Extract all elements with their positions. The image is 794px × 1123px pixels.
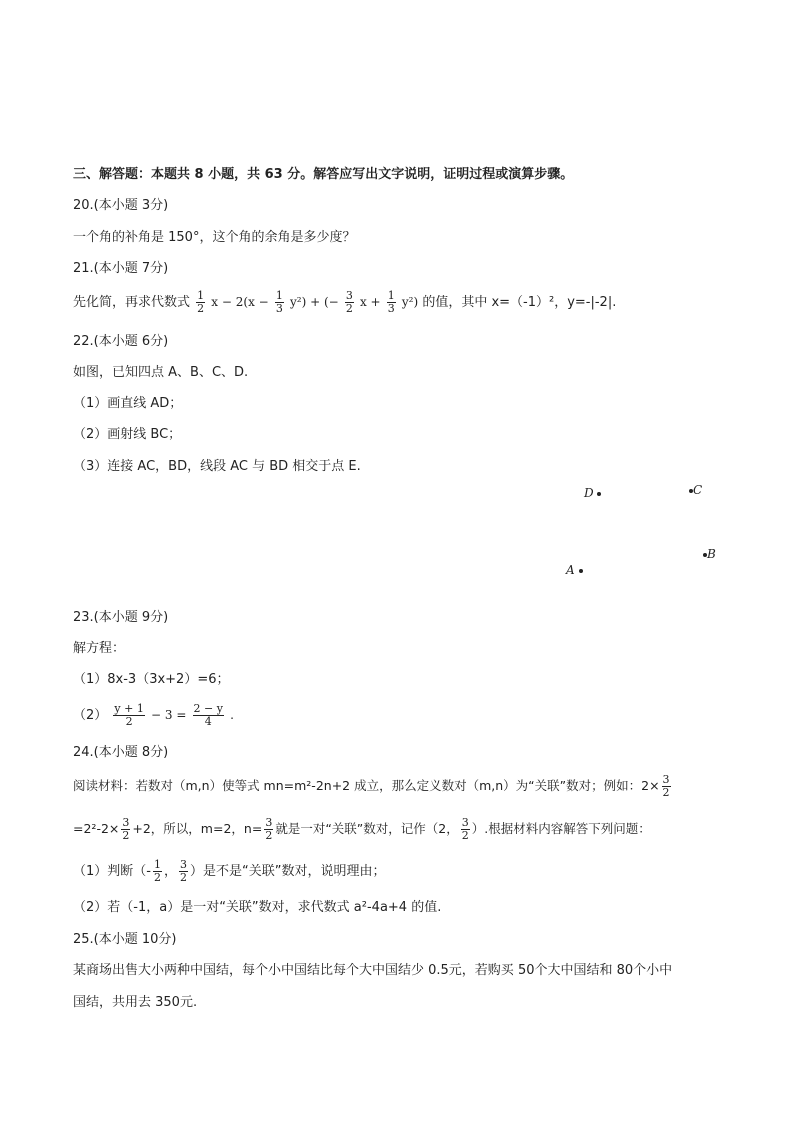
q21-expr4: y²) xyxy=(401,295,419,309)
point-c: C xyxy=(689,483,702,497)
q21-frac-a: $\frac{1}{2}$ xyxy=(197,289,205,315)
q23-eq2 xyxy=(73,699,234,732)
q21-frac-d: $\frac{1}{3}$ xyxy=(387,289,395,315)
q22-intro: 如图，已知四点 A、B、C、D. xyxy=(73,365,249,380)
q21-lead: 先化简，再求代数式 xyxy=(73,295,191,310)
q24-item1-b: ， xyxy=(163,864,177,879)
q24-line2 xyxy=(73,813,651,845)
q23-eq2-end: . xyxy=(230,708,234,722)
q24-item1-c: ）是不是“关联”数对，说明理由； xyxy=(189,864,386,879)
q22-item-2: （2）画射线 BC； xyxy=(73,427,182,442)
q25-header: 25.(本小题 10分) xyxy=(73,932,177,947)
point-b: B xyxy=(703,547,716,561)
q24-frac-12: $\frac{1}{2}$ xyxy=(153,858,161,884)
q24-frac-32-a: $\frac{3}{2}$ xyxy=(662,773,670,799)
q23-eq2-label: （2） xyxy=(73,708,108,723)
q21-frac-b: $\frac{1}{3}$ xyxy=(275,289,283,315)
point-a: A xyxy=(566,563,583,577)
q23-header: 23.(本小题 9分) xyxy=(73,610,169,625)
q22-item-1: （1）画直线 AD； xyxy=(73,396,183,411)
q20-header: 20.(本小题 3分) xyxy=(73,198,169,213)
q20-text: 一个角的补角是 150°，这个角的余角是多少度？ xyxy=(73,230,356,245)
q24-header: 24.(本小题 8分) xyxy=(73,745,169,760)
q24-line2-a: =2²-2× xyxy=(73,821,120,836)
q24-line2-c: 就是一对“关联”数对，记作（2， xyxy=(275,821,459,836)
point-d: D xyxy=(584,486,601,500)
q21-expr3: x + xyxy=(359,295,381,309)
q22-header: 22.(本小题 6分) xyxy=(73,334,169,349)
q24-line2-d: ）.根据材料内容解答下列问题： xyxy=(471,821,651,836)
q25-line2: 国结，共用去 350元. xyxy=(73,995,198,1010)
q23-eq2-frac-left: $\frac{y + 1}{2}$ xyxy=(114,702,144,728)
q21-expr1: x − 2(x − xyxy=(211,295,269,309)
q24-item2: （2）若（-1，a）是一对“关联”数对，求代数式 a²-4a+4 的值. xyxy=(73,900,442,915)
q24-frac-32-c: $\frac{3}{2}$ xyxy=(265,816,273,842)
q23-eq1: （1）8x-3（3x+2）=6； xyxy=(73,672,230,687)
q21-question xyxy=(73,287,616,318)
q23-intro: 解方程： xyxy=(73,641,126,656)
point-d-dot xyxy=(597,492,601,496)
q22-item-3: （3）连接 AC，BD，线段 AC 与 BD 相交于点 E. xyxy=(73,459,361,474)
point-a-dot xyxy=(579,569,583,573)
q24-frac-32-d: $\frac{3}{2}$ xyxy=(461,816,469,842)
q21-expr2: y²) + (− xyxy=(289,295,339,309)
q24-frac-32-e: $\frac{3}{2}$ xyxy=(179,858,187,884)
q24-frac-32-b: $\frac{3}{2}$ xyxy=(122,816,130,842)
q24-item1 xyxy=(73,856,385,888)
q24-line1 xyxy=(73,770,673,802)
q25-line1: 某商场出售大小两种中国结，每个小中国结比每个大中国结少 0.5元，若购买 50个大中国结和 80个小中 xyxy=(73,963,673,978)
q21-header: 21.(本小题 7分) xyxy=(73,261,169,276)
q24-line1-text: 阅读材料：若数对（m,n）使等式 mn=m²-2n+2 成立，那么定义数对（m,n）为“关联”数对；例如：2× xyxy=(73,778,660,793)
q23-eq2-frac-right: $\frac{2 - y}{4}$ xyxy=(193,702,223,728)
q21-tail: 的值，其中 x=（-1）²，y=-|-2|. xyxy=(422,295,617,310)
q24-line2-b: +2，所以，m=2，n= xyxy=(132,821,263,836)
q21-frac-c: $\frac{3}{2}$ xyxy=(345,289,353,315)
q23-eq2-mid: − 3 = xyxy=(151,708,187,722)
section-heading: 三、解答题：本题共 8 小题，共 63 分。解答应写出文字说明，证明过程或演算步骤。 xyxy=(73,167,574,182)
q24-item1-a: （1）判断（- xyxy=(73,864,151,879)
